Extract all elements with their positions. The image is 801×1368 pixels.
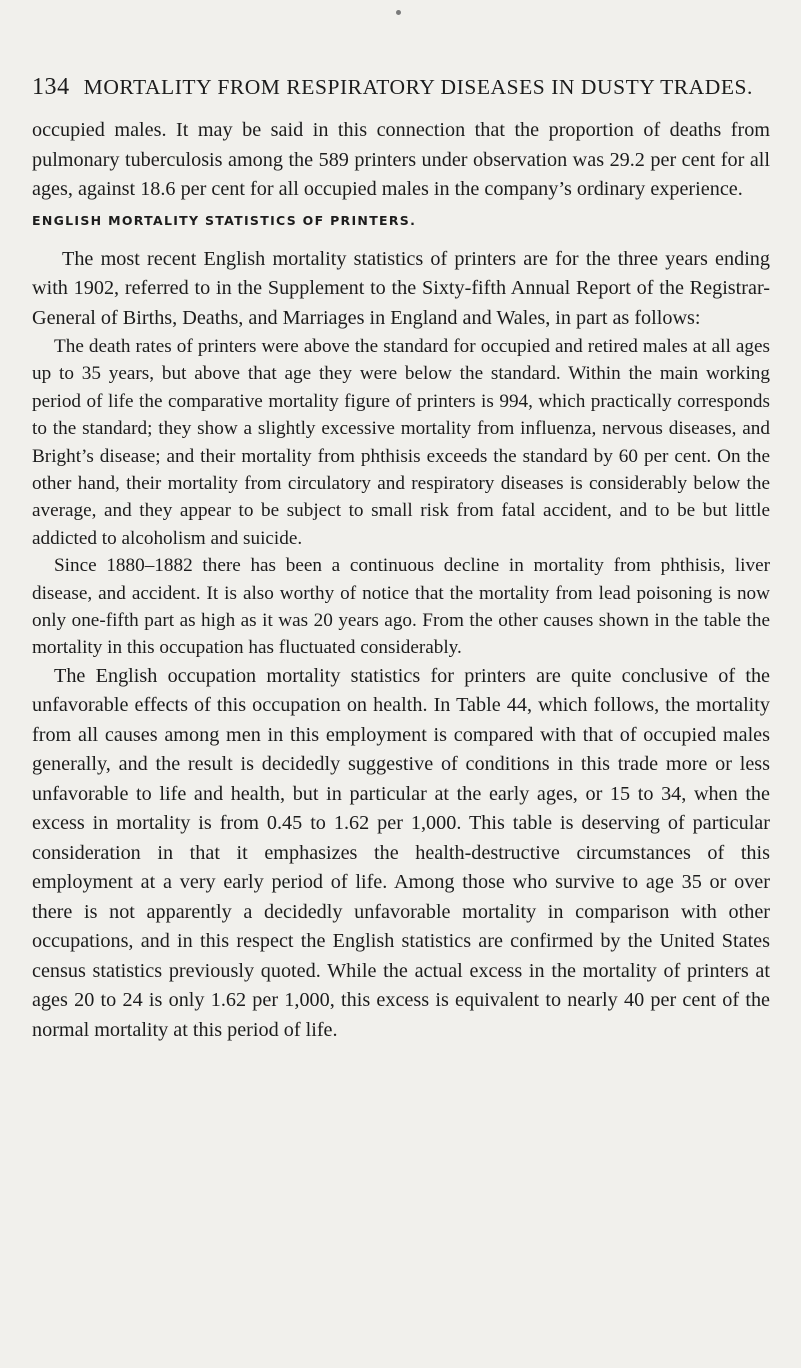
page-speck (396, 10, 401, 15)
section-heading: ENGLISH MORTALITY STATISTICS OF PRINTERS. (32, 212, 417, 228)
running-head (32, 74, 772, 101)
quote-paragraph-1: The death rates of printers were above the standard for occupied and retired males at all ages up to 35 years, but above that age they were below the standard. Within the main working period of life the comparative mortality figure of printers is 994, which practically corresponds to the standard; they show a slightly excessive mortality from influenza, nervous diseases, and Bright’s disease; and their mortality from phthisis exceeds the standard by 60 per cent. On the other hand, their mortality from circulatory and respiratory diseases is considerably below the average, and they appear to be subject to small risk from fatal accident, and to be but little addicted to alcoholism and suicide. (32, 336, 770, 549)
body-text (32, 116, 770, 1045)
paragraph-2: The English occupation mortality statistics for printers are quite conclusive of the unfavorable effects of this occupation on health. In Table 44, which follows, the mortality from all causes among men in this employment is compared with that of occupied males generally, and the result is decidedly suggestive of conditions in this trade more or less unfavorable to life and health, but in particular at the early ages, or 15 to 34, when the excess in mortality is from 0.45 to 1.62 per 1,000. This table is deserving of particular consideration in that it emphasizes the health-destructive circumstances of this employment at a very early period of life. Among those who survive to age 35 or over there is not apparently a decidedly unfavorable mortality in comparison with other occupations, and in this respect the English statistics are confirmed by the United States census statistics previously quoted. While the actual excess in the mortality of printers at ages 20 to 24 is only 1.62 per 1,000, this excess is equivalent to nearly 40 per cent of the normal mortality at this period of life. (32, 664, 770, 1041)
intro-paragraph: occupied males. It may be said in this connection that the proportion of deaths from pulmonary tuberculosis among the 589 printers under observation was 29.2 per cent for all ages, against 18.6 per cent for all occupied males in the company’s ordinary experience. (32, 119, 770, 200)
page-number: 134 (32, 74, 70, 100)
quote-paragraph-2: Since 1880–1882 there has been a continuous decline in mortality from phthisis, liver disease, and accident. It is also worthy of notice that the mortality from lead poisoning is now only one-fifth part as high as it was 20 years ago. From the other causes shown in the table the mortality in this occupation has fluctuated considerably. (32, 555, 770, 659)
running-title: MORTALITY FROM RESPIRATORY DISEASES IN DUSTY TRADES. (83, 75, 753, 99)
paragraph-1: The most recent English mortality statistics of printers are for the three years ending with 1902, referred to in the Supplement to the Sixty-fifth Annual Report of the Registrar-General of Births, Deaths, and Marriages in England and Wales, in part as follows: (32, 247, 770, 329)
